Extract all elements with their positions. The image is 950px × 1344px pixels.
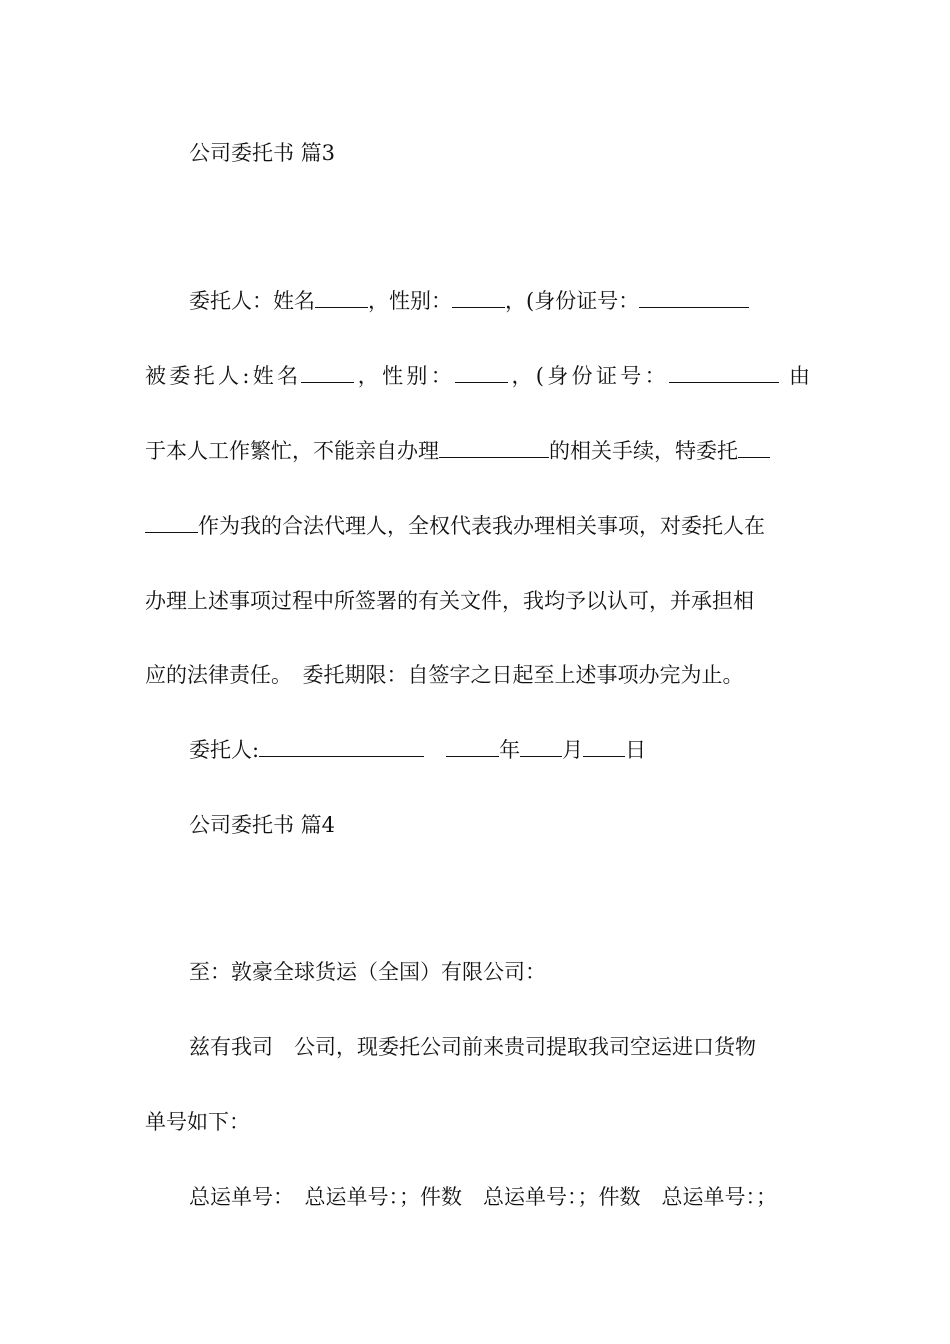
- blank-line: [259, 736, 424, 757]
- signature-label: 委托人:: [189, 738, 260, 762]
- text-segment: 单号如下：: [145, 1110, 250, 1134]
- year-label: 年: [499, 738, 521, 762]
- month-label: 月: [562, 738, 584, 762]
- blank-line: [669, 362, 779, 383]
- text-segment: ，性别：: [368, 289, 452, 313]
- blank-line: [738, 437, 770, 458]
- text-segment: 办理上述事项过程中所签署的有关文件，我均予以认可，并承担相: [145, 589, 754, 613]
- paragraph-line: [145, 587, 810, 615]
- paragraph-line: [189, 287, 810, 315]
- text-segment: ，(身份证号：: [505, 289, 640, 313]
- text-segment: 的相关手续，特委托: [549, 439, 738, 463]
- text-segment: 由: [789, 364, 810, 388]
- text-segment: 委托人：姓名: [189, 289, 315, 313]
- paragraph-line: [145, 512, 810, 540]
- waybill-line: [189, 1183, 810, 1211]
- blank-line: [446, 736, 499, 757]
- blank-line: [583, 736, 625, 757]
- section-heading-text: 公司委托书 篇3: [189, 141, 336, 165]
- day-label: 日: [625, 738, 647, 762]
- blank-line: [315, 287, 368, 308]
- text-segment: 于本人工作繁忙，不能亲自办理: [145, 439, 439, 463]
- blank-line: [639, 287, 749, 308]
- blank-line: [452, 287, 505, 308]
- blank-line: [145, 512, 198, 533]
- paragraph-line: [145, 1108, 810, 1136]
- paragraph-line: [145, 437, 810, 465]
- signature-line: [189, 736, 810, 764]
- text-segment: 兹有我司 公司，现委托公司前来贵司提取我司空运进口货物: [189, 1035, 756, 1059]
- blank-line: [439, 437, 549, 458]
- text-segment: 被委托人:姓名 ，性别： ，(身份证号：: [145, 364, 779, 388]
- section-heading: [189, 139, 810, 167]
- text-segment: 应的法律责任。 委托期限：自签字之日起至上述事项办完为止。: [145, 663, 744, 687]
- blank-line: [455, 362, 508, 383]
- paragraph-line: [145, 362, 810, 390]
- section-heading-text: 公司委托书 篇4: [189, 813, 336, 837]
- blank-line: [301, 362, 354, 383]
- paragraph-line: [145, 661, 810, 689]
- text-segment: 作为我的合法代理人，全权代表我办理相关事项，对委托人在: [198, 514, 765, 538]
- blank-line: [520, 736, 562, 757]
- paragraph-line: [189, 1033, 810, 1061]
- section-heading: [189, 811, 810, 839]
- text-segment: 至：敦豪全球货运（全国）有限公司：: [189, 960, 546, 984]
- addressee-line: [189, 958, 810, 986]
- text-segment: 总运单号： 总运单号：；件数 总运单号：；件数 总运单号：；: [189, 1185, 777, 1209]
